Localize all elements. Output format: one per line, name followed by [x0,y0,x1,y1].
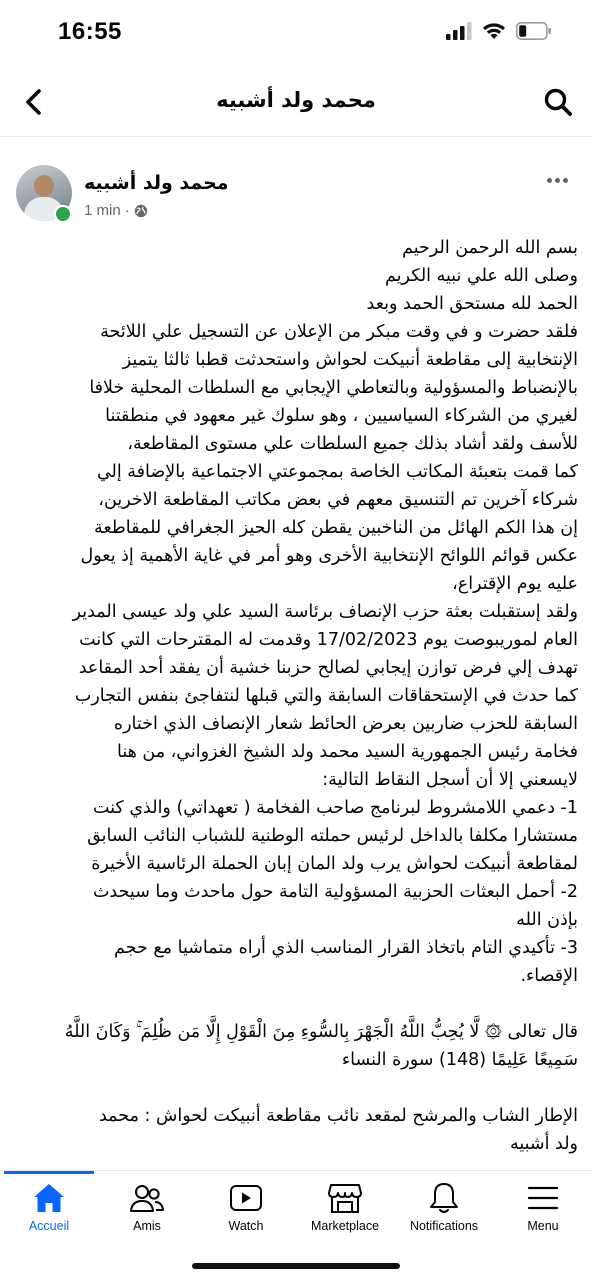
nav-marketplace[interactable] [296,1181,394,1241]
paragraph-gap [14,990,578,1018]
profile-header [0,70,592,137]
post-line: كما حدث في الإستحقاقات السابقة والتي قبلها لنتفاجئ بنفس التجارب [74,686,578,706]
status-time: 16:55 [58,18,122,45]
home-icon [32,1182,66,1214]
post-line: إن هذا الكم الهائل من الناخبين يقطن كله الحيز الجغرافي للمقاطعة [94,518,578,538]
post-line: سَمِيعًا عَلِيمًا (148) سورة النساء [341,1050,578,1070]
nav-home-label: Accueil [28,1219,70,1233]
post-line: 3- تأكيدي التام باتخاذ القرار المناسب الذي أراه متماشيا مع حجم [114,938,578,958]
status-bar [0,0,592,70]
nav-home[interactable] [0,1181,98,1241]
post-line: ولقد إستقبلت بعثة حزب الإنصاف برئاسة السيد علي ولد عيسى المدير [72,602,578,622]
post-line: للأسف ولقد أشاد بذلك جميع السلطات علي مستوى المقاطعة، [127,434,578,454]
cellular-signal-icon [446,22,472,40]
post-line: بسم الله الرحمن الرحيم [402,238,578,258]
post-line: لايسعني إلا أن أسجل النقاط التالية: [322,770,578,790]
nav-notifications-label: Notifications [409,1219,479,1233]
page-title: محمد ولد أشبيه [216,88,376,112]
post-line: الإنتخابية إلى مقاطعة أنبيكت لحواش واستحدثت قطبا ثالثا يتميز [122,350,578,370]
search-button[interactable] [540,84,576,120]
active-tab-indicator [4,1171,94,1174]
post-line: الإقصاء. [520,966,578,986]
nav-friends[interactable] [98,1181,196,1241]
friends-icon [129,1182,165,1214]
bell-icon [428,1181,460,1215]
meta-separator: · [124,202,130,219]
post-line: وصلى الله علي نبيه الكريم [385,266,578,286]
post-line: فلقد حضرت و في وقت مبكر من الإعلان عن التسجيل علي اللائحة [100,322,578,342]
nav-friends-label: Amis [133,1219,161,1233]
post-line: كما قمت بتعبئة المكاتب الخاصة بمجموعتي الاجتماعية بالإضافة إلي [96,462,578,482]
post-line: 2- أحمل البعثات الحزبية المسؤولية التامة حول ماحدث وما سيحدث [92,882,578,902]
post-line: لغيري من الشركاء السياسيين ، وهو سلوك غير معهود في منطقتنا [105,406,578,426]
post-line: عكس قوائم اللوائح الإنتخابية الأخرى وهو أمر في غاية الأهمية إذ يعول [80,546,578,566]
post-line: قال تعالى ۞ لَّا يُحِبُّ اللَّهُ الْجَهْرَ بِالسُّوءِ مِنَ الْقَوْلِ إِلَّا مَن ظُلِمَ ۚ وَكَانَ اللَّهُ [64,1022,578,1042]
post-line: فخامة رئيس الجمهورية السيد محمد ولد الشيخ الغزواني، من هنا [117,742,578,762]
post-meta [84,202,148,219]
nav-watch-label: Watch [228,1219,264,1233]
nav-notifications[interactable] [395,1181,493,1241]
post-line: لمقاطعة أنبيكت لحواش يرب ولد المان إبان الحملة الرئاسية الأخيرة [91,854,578,874]
post-text [14,234,578,1158]
home-indicator [192,1263,400,1269]
post-header [0,160,592,230]
post-line: العام لموريبوصت يوم 17/02/2023 وقدمت له المقترحات التي كانت [79,630,578,650]
menu-icon [526,1183,560,1213]
post-timestamp[interactable]: 1 min [84,202,121,219]
post-line: الحمد لله مستحق الحمد وبعد [366,294,578,314]
post-line: مستشارا مكلفا بالداخل لرئيس حملته الوطنية للشباب النائب السابق [87,826,578,846]
nav-watch[interactable] [197,1181,295,1241]
post-line: السابقة للحزب ضاربين بعرض الحائط شعار الإنصاف الذي اختاره [113,714,578,734]
online-status-dot [54,205,72,223]
post-line: تهدف إلي فرض توازن إيجابي لصالح حزبنا خشية أن يفقد أحد المقاعد [78,658,578,678]
watch-icon [228,1182,264,1214]
post-line: شركاء آخرين تم التنسيق معهم في بعض مكاتب المقاطعة الاخرين، [98,490,578,510]
post-line: 1- دعمي اللامشروط لبرنامج صاحب الفخامة ( تعهداتي) والذي كنت [93,798,578,818]
post-line: ولد أشبيه [509,1134,578,1154]
post-line: عليه يوم الإقتراع، [452,574,578,594]
post-author-name[interactable]: محمد ولد أشبيه [84,172,229,194]
marketplace-icon [327,1182,363,1214]
status-icons [446,22,552,40]
search-icon [543,87,573,117]
globe-icon [134,204,148,218]
more-options-button[interactable] [542,168,572,192]
nav-marketplace-label: Marketplace [310,1219,380,1233]
nav-menu-label: Menu [527,1219,559,1233]
post-line: بإذن الله [516,910,578,930]
nav-menu[interactable] [494,1181,592,1241]
post-line: الإطار الشاب والمرشح لمقعد نائب مقاطعة أنبيكت لحواش : محمد [98,1106,578,1126]
wifi-icon [482,22,506,40]
paragraph-gap [14,1074,578,1102]
post-line: بالإنضباط والمسؤولية وبالتعاطي الإيجابي مع السلطات المحلية خلافا [89,378,578,398]
battery-icon [516,22,552,40]
